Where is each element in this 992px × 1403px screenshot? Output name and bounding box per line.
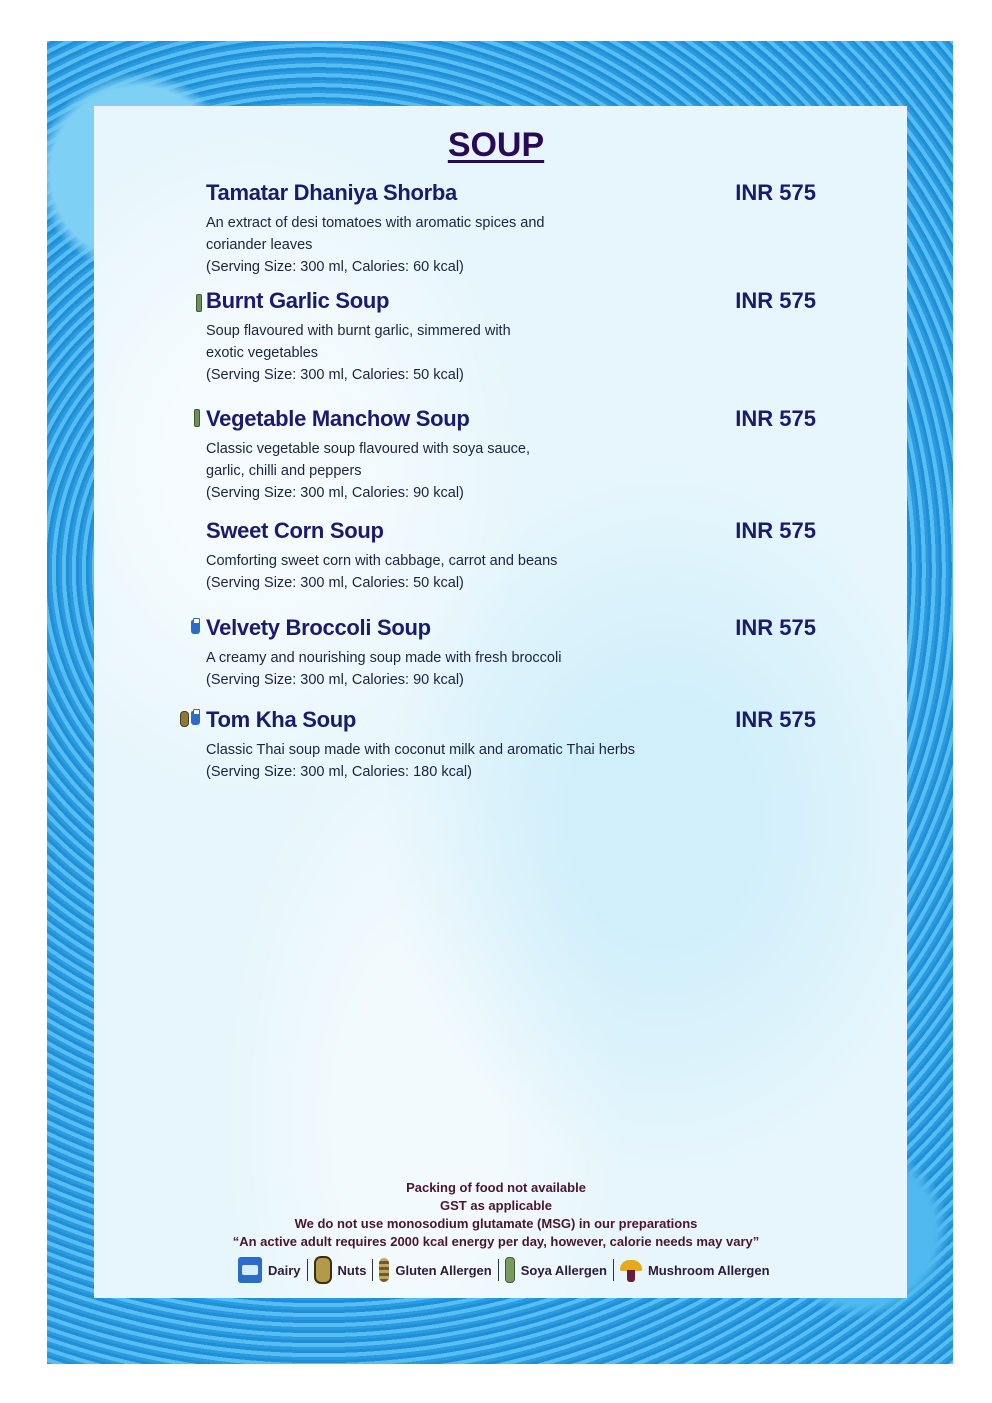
legend-label: Soya Allergen <box>520 1262 607 1278</box>
legend-label: Dairy <box>268 1262 301 1278</box>
nuts-icon <box>314 1256 332 1284</box>
legend-label: Mushroom Allergen <box>647 1262 770 1278</box>
item-name: Sweet Corn Soup <box>206 518 384 543</box>
nuts-icon <box>180 711 189 727</box>
soya-icon <box>194 409 200 427</box>
legend-label: Gluten Allergen <box>395 1262 492 1278</box>
item-name: Velvety Broccoli Soup <box>206 615 431 640</box>
menu-item <box>206 288 816 386</box>
menu-item <box>206 518 816 594</box>
soya-icon <box>196 294 202 312</box>
menu-item <box>206 615 816 691</box>
item-name: Burnt Garlic Soup <box>206 288 390 313</box>
dairy-icon <box>238 1257 262 1283</box>
dairy-icon <box>191 620 200 634</box>
legend-dairy <box>232 1257 307 1283</box>
item-price: INR 575 <box>735 180 816 205</box>
legend-mushroom <box>614 1258 776 1282</box>
item-price: INR 575 <box>735 707 816 732</box>
item-allergens <box>180 711 200 727</box>
menu-item <box>206 180 816 278</box>
item-price: INR 575 <box>735 615 816 640</box>
menu-panel <box>94 106 907 1298</box>
gluten-icon <box>379 1258 389 1282</box>
item-name: Vegetable Manchow Soup <box>206 406 470 431</box>
item-price: INR 575 <box>735 518 816 543</box>
item-name: Tom Kha Soup <box>206 707 356 732</box>
item-allergens <box>194 409 200 427</box>
legend-nuts <box>308 1256 373 1284</box>
item-allergens <box>196 294 202 312</box>
item-description: Classic vegetable soup flavoured with soya sauce, garlic, chilli and peppers (Serving Size: 300 ml, Calories: 90 kcal) <box>206 441 531 501</box>
menu-item <box>206 707 816 783</box>
legend-soya <box>499 1257 613 1283</box>
item-description: Classic Thai soup made with coconut milk and aromatic Thai herbs (Serving Size: 300 ml, Calories: 180 kcal) <box>206 742 636 780</box>
soya-icon <box>505 1257 515 1283</box>
item-name: Tamatar Dhaniya Shorba <box>206 180 457 205</box>
page-title: SOUP <box>447 126 545 164</box>
footer-note: “An active adult requires 2000 kcal energy per day, however, calorie needs may vary” <box>232 1234 760 1249</box>
item-price: INR 575 <box>735 288 816 313</box>
item-description: An extract of desi tomatoes with aromatic spices and coriander leaves (Serving Size: 300 ml, Calories: 60 kcal) <box>206 215 545 275</box>
mushroom-icon <box>620 1258 642 1282</box>
item-description: Soup flavoured with burnt garlic, simmered with exotic vegetables (Serving Size: 300 ml, Calories: 50 kcal) <box>206 323 511 383</box>
footer-note: Packing of food not available <box>406 1180 586 1195</box>
item-allergens <box>191 620 200 634</box>
menu-item <box>206 406 816 504</box>
item-price: INR 575 <box>735 406 816 431</box>
item-description: A creamy and nourishing soup made with fresh broccoli (Serving Size: 300 ml, Calories: 90 kcal) <box>206 650 562 688</box>
item-description: Comforting sweet corn with cabbage, carrot and beans (Serving Size: 300 ml, Calories: 50 kcal) <box>206 553 558 591</box>
footer-note: GST as applicable <box>440 1198 552 1213</box>
footer-note: We do not use monosodium glutamate (MSG) in our preparations <box>294 1216 698 1231</box>
legend-gluten <box>373 1258 497 1282</box>
legend-label: Nuts <box>337 1262 367 1278</box>
dairy-icon <box>191 711 200 725</box>
allergen-legend <box>232 1256 776 1284</box>
